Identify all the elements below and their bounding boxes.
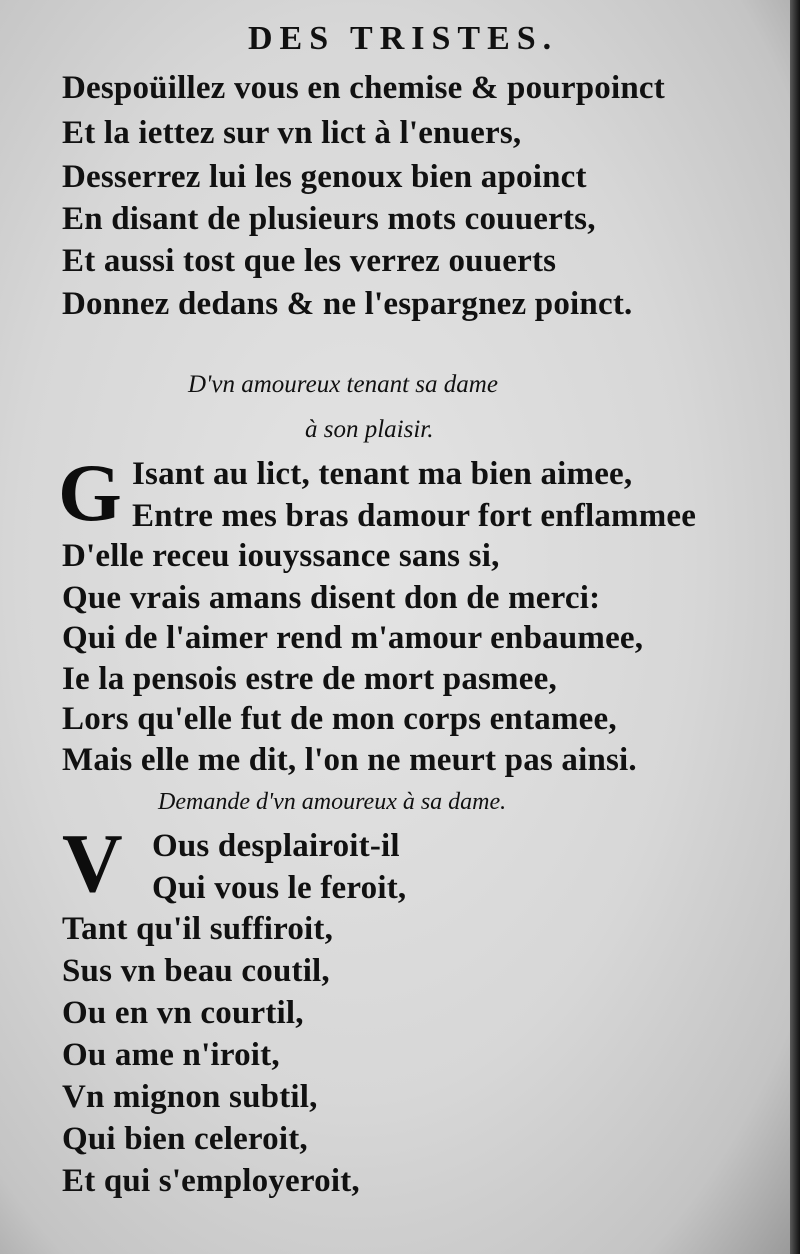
drop-cap: G [58, 447, 122, 538]
poem-title: Demande d'vn amoureux à sa dame. [158, 789, 507, 815]
verse-line: Ou en vn courtil, [62, 995, 304, 1031]
verse-line: Donnez dedans & ne l'espargnez poinct. [62, 286, 633, 322]
verse-line: Ie la pensois estre de mort pasmee, [62, 661, 557, 697]
verse-line: Despoüillez vous en chemise & pourpoinct [62, 70, 665, 106]
verse-line: Que vrais amans disent don de merci: [62, 580, 601, 616]
verse-line: Qui bien celeroit, [62, 1121, 308, 1157]
verse-line: Ous desplairoit-il [152, 828, 400, 864]
running-header: DES TRISTES. [248, 20, 559, 57]
verse-line: Mais elle me dit, l'on ne meurt pas ainsi. [62, 742, 637, 778]
verse-line: Entre mes bras damour fort enflammee [132, 498, 697, 534]
poem-title: D'vn amoureux tenant sa dame [188, 371, 498, 398]
verse-line: Vn mignon subtil, [62, 1079, 318, 1115]
verse-line: Desserrez lui les genoux bien apoinct [62, 159, 587, 195]
verse-line: En disant de plusieurs mots couuerts, [62, 201, 596, 237]
poem-title: à son plaisir. [305, 416, 434, 443]
verse-line: Et aussi tost que les verrez ouuerts [62, 243, 557, 279]
verse-line: Qui de l'aimer rend m'amour enbaumee, [62, 620, 644, 656]
verse-line: D'elle receu iouyssance sans si, [62, 538, 500, 574]
verse-line: Qui vous le feroit, [152, 870, 407, 906]
verse-line: Et qui s'employeroit, [62, 1163, 360, 1199]
verse-line: Lors qu'elle fut de mon corps entamee, [62, 701, 617, 737]
drop-cap: V [62, 817, 123, 910]
page-edge-shadow [790, 0, 800, 1254]
verse-line: Ou ame n'iroit, [62, 1037, 280, 1073]
verse-line: Isant au lict, tenant ma bien aimee, [132, 456, 633, 492]
verse-line: Sus vn beau coutil, [62, 953, 330, 989]
verse-line: Tant qu'il suffiroit, [62, 911, 334, 947]
verse-line: Et la iettez sur vn lict à l'enuers, [62, 115, 522, 151]
